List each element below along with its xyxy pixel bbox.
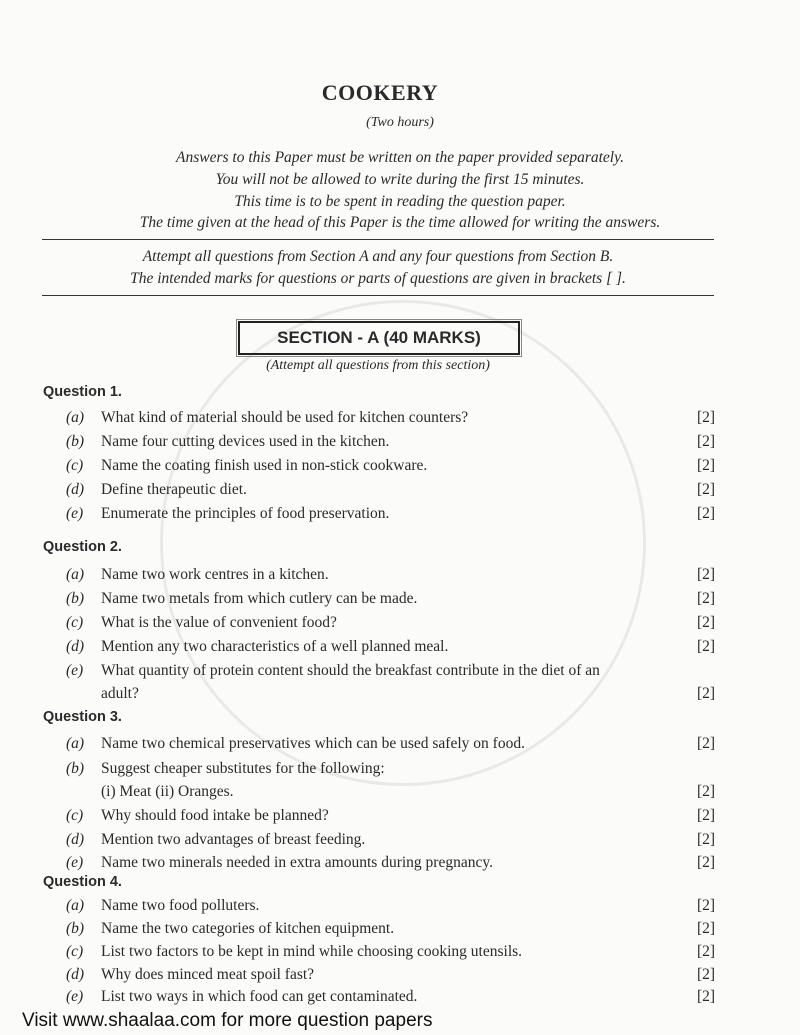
item-marks: [2] [697,638,716,655]
section-title: SECTION - A (40 MARKS) [238,321,520,355]
item-text: Name the two categories of kitchen equipment. [101,920,395,937]
paper-title: COOKERY [321,80,439,105]
item-text: Mention two advantages of breast feeding. [101,831,366,848]
item-marks: [2] [697,783,716,800]
item-marks: [2] [697,988,716,1005]
item-letter: (e) [66,854,84,871]
item-marks: [2] [697,409,716,426]
item-letter: (d) [66,638,85,655]
section-note: (Attempt all questions from this section) [266,358,490,373]
instruction-line: Answers to this Paper must be written on the paper provided separately. [175,149,625,166]
item-marks: [2] [697,966,716,983]
item-letter: (e) [66,505,84,522]
attempt-line: Attempt all questions from Section A and any four questions from Section B. [142,248,614,265]
item-text-continued: adult? [101,685,139,702]
footer-banner[interactable]: Visit www.shaalaa.com for more question papers [22,1010,433,1031]
item-marks: [2] [697,943,716,960]
item-marks: [2] [697,614,716,631]
item-text: Enumerate the principles of food preservation. [101,505,390,522]
question-heading: Question 2. [43,539,122,555]
item-marks: [2] [697,457,716,474]
item-text: Define therapeutic diet. [101,481,247,498]
item-letter: (a) [66,566,85,583]
item-text: What quantity of protein content should the breakfast contribute in the diet of an [101,662,600,679]
item-marks: [2] [697,807,716,824]
item-text: Why does minced meat spoil fast? [101,966,315,983]
item-marks: [2] [697,897,716,914]
divider [42,239,714,240]
item-letter: (c) [66,614,84,631]
item-text: Name four cutting devices used in the kitchen. [101,433,390,450]
item-marks: [2] [697,481,716,498]
item-text: Name the coating finish used in non-stick cookware. [101,457,428,474]
question-heading: Question 4. [43,874,122,890]
item-text: Mention any two characteristics of a well planned meal. [101,638,449,655]
item-text: Why should food intake be planned? [101,807,329,824]
item-text-continued: (i) Meat (ii) Oranges. [101,783,234,800]
item-letter: (e) [66,662,84,679]
item-text: List two factors to be kept in mind while choosing cooking utensils. [101,943,523,960]
item-letter: (b) [66,760,85,777]
item-letter: (b) [66,590,85,607]
item-letter: (d) [66,831,85,848]
item-text: Name two food polluters. [101,897,260,914]
item-marks: [2] [697,566,716,583]
item-marks: [2] [697,920,716,937]
item-marks: [2] [697,590,716,607]
instruction-line: The time given at the head of this Paper is the time allowed for writing the answers. [139,214,661,231]
item-marks: [2] [697,685,716,702]
instruction-line: You will not be allowed to write during the first 15 minutes. [215,171,585,188]
item-letter: (d) [66,966,85,983]
item-text: Name two metals from which cutlery can be made. [101,590,418,607]
item-text: Name two minerals needed in extra amounts during pregnancy. [101,854,493,871]
item-text: What kind of material should be used for kitchen counters? [101,409,469,426]
item-text: Name two chemical preservatives which can be used safely on food. [101,735,525,752]
item-marks: [2] [697,735,716,752]
item-letter: (b) [66,433,85,450]
item-letter: (a) [66,897,85,914]
item-letter: (d) [66,481,85,498]
instruction-line: This time is to be spent in reading the question paper. [234,193,566,210]
duration: (Two hours) [366,115,434,130]
item-text: What is the value of convenient food? [101,614,337,631]
item-text: Suggest cheaper substitutes for the following: [101,760,385,777]
question-heading: Question 1. [43,384,122,400]
item-letter: (c) [66,943,84,960]
item-marks: [2] [697,831,716,848]
question-heading: Question 3. [43,709,122,725]
item-marks: [2] [697,433,716,450]
item-text: List two ways in which food can get contaminated. [101,988,418,1005]
item-letter: (c) [66,457,84,474]
item-letter: (a) [66,735,85,752]
attempt-line: The intended marks for questions or parts of questions are given in brackets [ ]. [130,270,626,287]
item-letter: (e) [66,988,84,1005]
divider [42,295,714,296]
item-letter: (c) [66,807,84,824]
item-letter: (b) [66,920,85,937]
item-letter: (a) [66,409,85,426]
item-marks: [2] [697,505,716,522]
item-text: Name two work centres in a kitchen. [101,566,329,583]
item-marks: [2] [697,854,716,871]
